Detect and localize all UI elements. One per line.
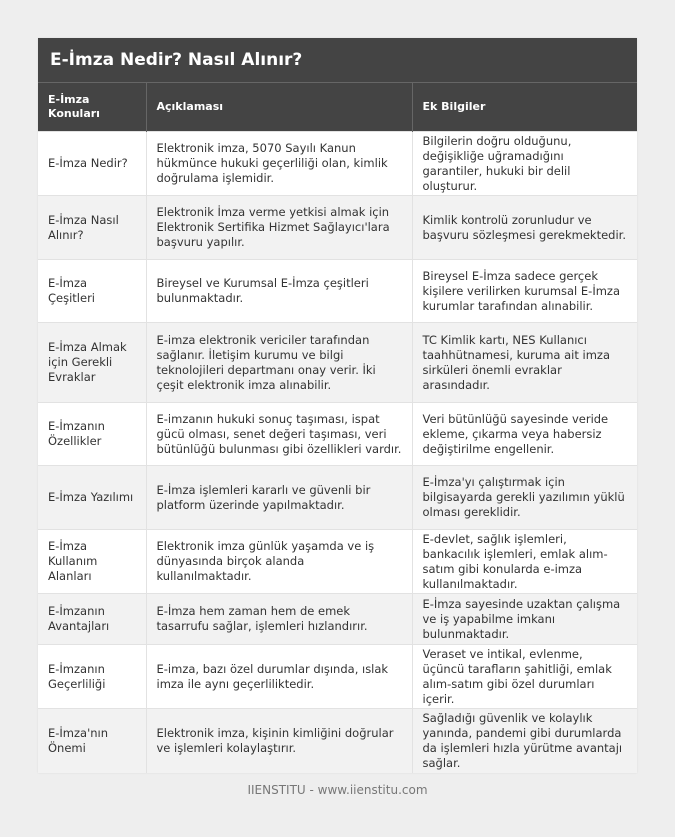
cell-description: Bireysel ve Kurumsal E-İmza çeşitleri bulunmaktadır.: [146, 260, 412, 323]
header-topics: E-İmza Konuları: [38, 83, 146, 132]
cell-extra: Veraset ve intikal, evlenme, üçüncü tarafların şahitliği, emlak alım-satım gibi özel durumları içerir.: [412, 645, 637, 709]
cell-topic: E-İmzanın Avantajları: [38, 594, 146, 645]
cell-description: Elektronik İmza verme yetkisi almak için Elektronik Sertifika Hizmet Sağlayıcı'lara başvuru yapılır.: [146, 196, 412, 260]
table-row: [38, 132, 637, 196]
header-description: Açıklaması: [146, 83, 412, 132]
table-row: [38, 530, 637, 594]
cell-topic: E-İmzanın Özellikler: [38, 403, 146, 466]
table-row: [38, 466, 637, 530]
cell-extra: Bireysel E-İmza sadece gerçek kişilere verilirken kurumsal E-İmza kurumlar tarafından alınabilir.: [412, 260, 637, 323]
info-table: [38, 82, 637, 773]
cell-extra: Sağladığı güvenlik ve kolaylık yanında, pandemi gibi durumlarda da işlemleri hızla yürütme avantajı sağlar.: [412, 709, 637, 773]
cell-topic: E-İmza Çeşitleri: [38, 260, 146, 323]
table-title: E-İmza Nedir? Nasıl Alınır?: [38, 38, 637, 82]
cell-description: E-imza elektronik vericiler tarafından sağlanır. İletişim kurumu ve bilgi teknolojileri departmanı onay verir. İki çeşit elektronik imza alınabilir.: [146, 323, 412, 403]
header-row: [38, 83, 637, 132]
cell-description: Elektronik imza günlük yaşamda ve iş dünyasında birçok alanda kullanılmaktadır.: [146, 530, 412, 594]
cell-extra: E-İmza'yı çalıştırmak için bilgisayarda gerekli yazılımın yüklü olması gereklidir.: [412, 466, 637, 530]
cell-topic: E-İmza Yazılımı: [38, 466, 146, 530]
cell-topic: E-İmza Almak için Gerekli Evraklar: [38, 323, 146, 403]
cell-topic: E-İmza Nasıl Alınır?: [38, 196, 146, 260]
cell-description: E-İmza hem zaman hem de emek tasarrufu sağlar, işlemleri hızlandırır.: [146, 594, 412, 645]
cell-extra: E-İmza sayesinde uzaktan çalışma ve iş yapabilme imkanı bulunmaktadır.: [412, 594, 637, 645]
table-row: [38, 709, 637, 773]
cell-description: E-imza, bazı özel durumlar dışında, ıslak imza ile aynı geçerliliktedir.: [146, 645, 412, 709]
table-card: [38, 38, 637, 773]
cell-extra: Kimlik kontrolü zorunludur ve başvuru sözleşmesi gerekmektedir.: [412, 196, 637, 260]
cell-extra: E-devlet, sağlık işlemleri, bankacılık işlemleri, emlak alım-satım gibi konularda e-imza kullanılmaktadır.: [412, 530, 637, 594]
table-row: [38, 196, 637, 260]
footer-credit: IIENSTITU - www.iienstitu.com: [247, 783, 428, 797]
cell-extra: Bilgilerin doğru olduğunu, değişikliğe uğramadığını garantiler, hukuki bir delil oluşturur.: [412, 132, 637, 196]
header-extra-info: Ek Bilgiler: [412, 83, 637, 132]
cell-extra: Veri bütünlüğü sayesinde veride ekleme, çıkarma veya habersiz değiştirilme engellenir.: [412, 403, 637, 466]
cell-extra: TC Kimlik kartı, NES Kullanıcı taahhütnamesi, kuruma ait imza sirküleri önemli evraklar arasındadır.: [412, 323, 637, 403]
cell-topic: E-İmza Kullanım Alanları: [38, 530, 146, 594]
cell-description: Elektronik imza, kişinin kimliğini doğrular ve işlemleri kolaylaştırır.: [146, 709, 412, 773]
cell-description: E-imzanın hukuki sonuç taşıması, ispat gücü olması, senet değeri taşıması, veri bütünlüğü bulunması gibi özellikleri vardır.: [146, 403, 412, 466]
cell-topic: E-İmza'nın Önemi: [38, 709, 146, 773]
table-row: [38, 260, 637, 323]
table-row: [38, 323, 637, 403]
table-row: [38, 594, 637, 645]
cell-description: E-İmza işlemleri kararlı ve güvenli bir platform üzerinde yapılmaktadır.: [146, 466, 412, 530]
cell-description: Elektronik imza, 5070 Sayılı Kanun hükmünce hukuki geçerliliği olan, kimlik doğrulama işlemidir.: [146, 132, 412, 196]
table-row: [38, 403, 637, 466]
cell-topic: E-İmzanın Geçerliliği: [38, 645, 146, 709]
cell-topic: E-İmza Nedir?: [38, 132, 146, 196]
table-row: [38, 645, 637, 709]
